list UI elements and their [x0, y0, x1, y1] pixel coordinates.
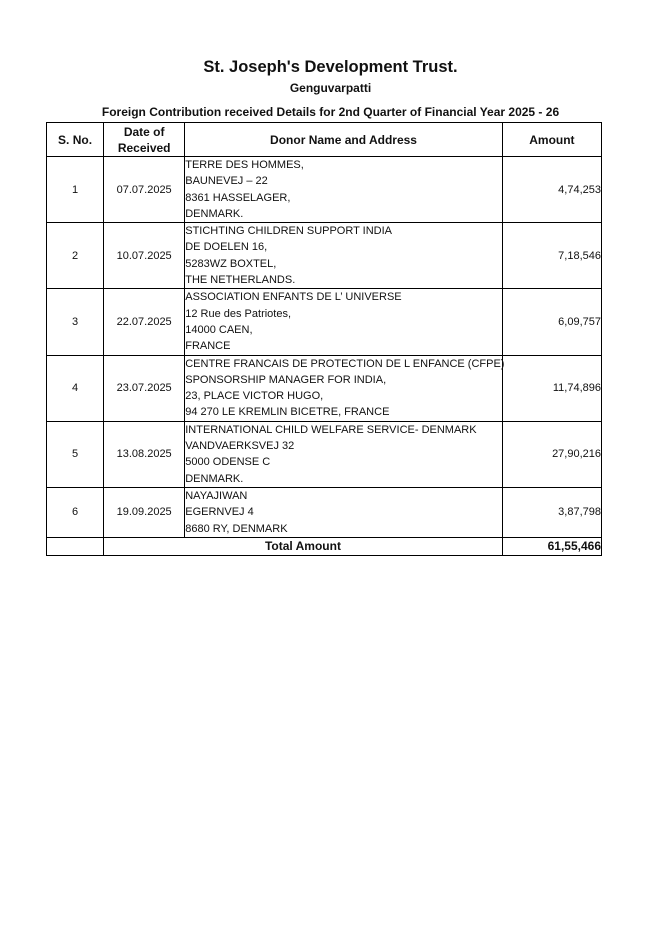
- row-sno: 3: [47, 289, 104, 355]
- row-sno: 1: [47, 157, 104, 223]
- row-donor: [185, 223, 503, 289]
- donor-address-line: STICHTING CHILDREN SUPPORT INDIA: [185, 225, 393, 238]
- donor-address-line: 8680 RY, DENMARK: [185, 522, 288, 535]
- row-date: 19.09.2025: [104, 487, 185, 537]
- total-label: Total Amount: [104, 537, 503, 555]
- row-date: 23.07.2025: [104, 355, 185, 421]
- donor-address-line: DE DOELEN 16,: [185, 241, 268, 254]
- table-header-row: [47, 123, 602, 157]
- table-row: [47, 289, 602, 355]
- donor-address-line: TERRE DES HOMMES,: [185, 159, 304, 171]
- table-row: [47, 223, 602, 289]
- donor-address-line: 5283WZ BOXTEL,: [185, 257, 277, 270]
- total-row: [47, 537, 602, 555]
- row-date: 22.07.2025: [104, 289, 185, 355]
- row-donor: [185, 421, 503, 487]
- table-row: [47, 157, 602, 223]
- row-sno: 4: [47, 355, 104, 421]
- document-title: Foreign Contribution received Details for 2nd Quarter of Financial Year 2025 - 26: [101, 105, 560, 119]
- donor-address-line: SPONSORSHIP MANAGER FOR INDIA,: [185, 373, 387, 386]
- table-row: [47, 355, 602, 421]
- donor-address-line: ASSOCIATION ENFANTS DE L’ UNIVERSE: [185, 291, 402, 304]
- row-date: 13.08.2025: [104, 421, 185, 487]
- donor-address-line: FRANCE: [185, 340, 231, 353]
- donor-address-line: 94 270 LE KREMLIN BICETRE, FRANCE: [185, 406, 390, 419]
- donor-address-line: 23, PLACE VICTOR HUGO,: [185, 390, 324, 403]
- donor-address-line: 8361 HASSELAGER,: [185, 191, 291, 204]
- row-donor: [185, 289, 503, 355]
- donor-address-line: NAYAJIWAN: [185, 489, 248, 502]
- table-row: [47, 487, 602, 537]
- donor-address-line: BAUNEVEJ – 22: [185, 175, 268, 188]
- header-date-line2: Received: [117, 140, 171, 155]
- donor-address-line: EGERNVEJ 4: [185, 506, 254, 519]
- donor-address-line: INTERNATIONAL CHILD WELFARE SERVICE- DENMARK: [185, 423, 477, 436]
- row-sno: 6: [47, 487, 104, 537]
- header-date-line1: Date of: [123, 124, 165, 139]
- contributions-table: [46, 122, 602, 556]
- row-date: 10.07.2025: [104, 223, 185, 289]
- organization-place: Genguvarpatti: [289, 81, 372, 95]
- row-donor: [185, 157, 503, 223]
- donor-address-line: VANDVAERKSVEJ 32: [185, 440, 295, 453]
- donor-address-line: CENTRE FRANCAIS DE PROTECTION DE L ENFANCE (CFPE): [185, 357, 505, 370]
- document-header: [0, 56, 661, 120]
- table-row: [47, 421, 602, 487]
- row-sno: 2: [47, 223, 104, 289]
- row-amount: 3,87,798: [502, 487, 601, 537]
- row-amount: 6,09,757: [502, 289, 601, 355]
- donor-address-line: DENMARK.: [185, 472, 244, 485]
- total-amount: 61,55,466: [502, 537, 601, 555]
- row-date: 07.07.2025: [104, 157, 185, 223]
- donor-address-line: 14000 CAEN,: [185, 323, 253, 336]
- donor-address-line: 5000 ODENSE C: [185, 456, 271, 469]
- row-donor: [185, 487, 503, 537]
- header-amount: Amount: [502, 123, 601, 157]
- row-sno: 5: [47, 421, 104, 487]
- organization-name: St. Joseph's Development Trust.: [203, 58, 458, 76]
- donor-address-line: DENMARK.: [185, 207, 244, 220]
- header-sno: S. No.: [47, 123, 104, 157]
- donor-address-line: THE NETHERLANDS.: [185, 274, 296, 287]
- row-amount: 7,18,546: [502, 223, 601, 289]
- header-donor: Donor Name and Address: [185, 123, 503, 157]
- row-amount: 4,74,253: [502, 157, 601, 223]
- row-amount: 11,74,896: [502, 355, 601, 421]
- header-date: [104, 123, 185, 157]
- row-donor: [185, 355, 503, 421]
- donor-address-line: 12 Rue des Patriotes,: [185, 307, 292, 320]
- total-empty-cell: [47, 537, 104, 555]
- row-amount: 27,90,216: [502, 421, 601, 487]
